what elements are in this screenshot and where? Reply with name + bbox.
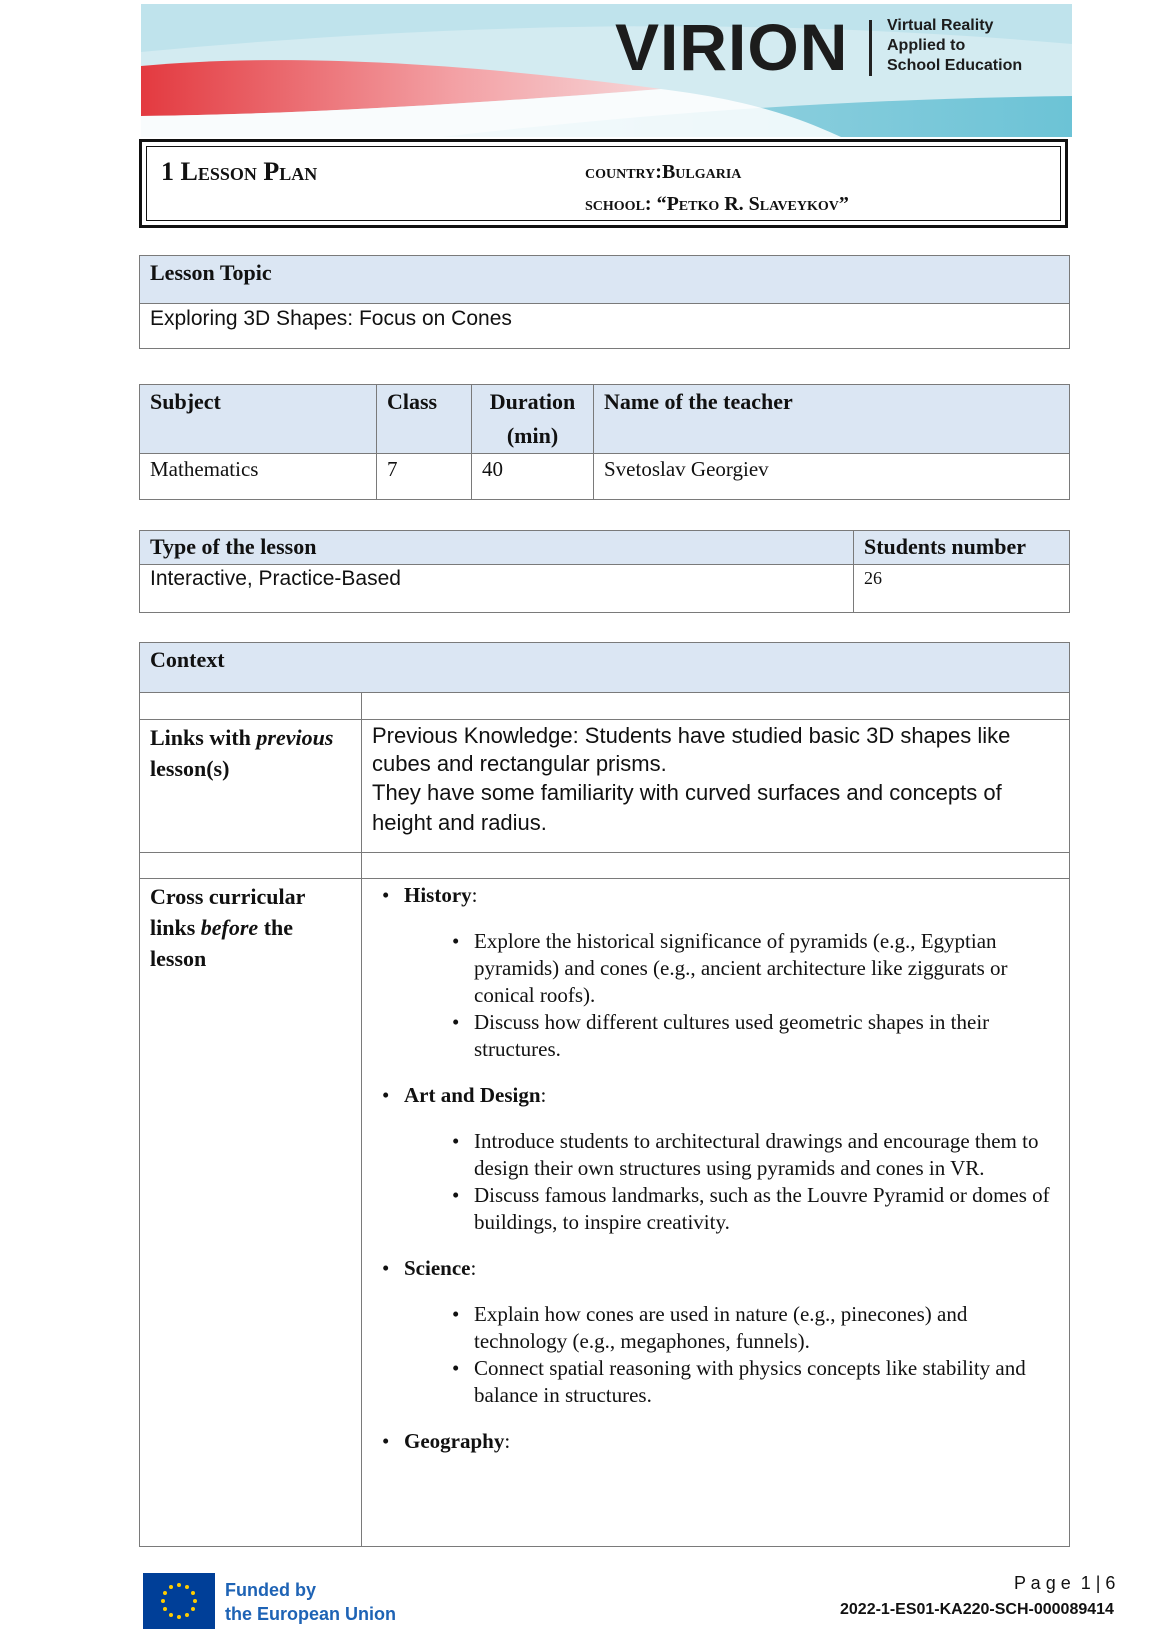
context-header: Context (140, 643, 1070, 693)
lesson-plan-heading: 1 Lesson Plan (161, 157, 318, 186)
familiarity-text: They have some familiarity with curved surfaces and concepts of height and radius. (372, 780, 1002, 835)
cross-label-part: Cross curricular links (150, 884, 305, 940)
virion-logo: VIRION (615, 10, 849, 84)
cross-curricular-label (140, 879, 362, 1547)
cross-curricular-list (372, 883, 1059, 1454)
teacher-header: Name of the teacher (594, 385, 1070, 454)
section-art-design: • Art and Design: • Introduce students to architectural drawings and encourage them to design their own structures using pyramids and cones in VR. • Discuss famous landmarks, such as the Louvre Pyramid or domes of buildings, to inspire creativity. (382, 1083, 1059, 1236)
class-header: Class (377, 385, 472, 454)
section-science: • Science: • Explain how cones are used in nature (e.g., pinecones) and technology (e.g., megaphones, funnels). • Connect spatial reasoning with physics concepts like stability and balance in structures. (382, 1256, 1059, 1409)
cross-curricular-content (362, 879, 1070, 1547)
lesson-topic-value: Exploring 3D Shapes: Focus on Cones (140, 304, 1070, 349)
context-table (139, 642, 1070, 1547)
list-item: • Introduce students to architectural drawings and encourage them to design their own structures using pyramids and cones in VR. (452, 1128, 1059, 1182)
cross-label-italic: before (200, 915, 259, 940)
logo-divider (869, 20, 872, 76)
section-items (404, 1128, 1059, 1236)
lesson-topic-label: Lesson Topic (140, 256, 1070, 304)
spacer-cell (362, 853, 1070, 879)
list-item: • Explore the historical significance of pyramids (e.g., Egyptian pyramids) and cones (e.g., ancient architecture like ziggurats or conical roofs). (452, 928, 1059, 1009)
cross-label-part: the lesson (150, 915, 294, 971)
page-number: P a g e 1 | 6 (1014, 1573, 1116, 1593)
eu-funding-text (225, 1578, 396, 1626)
section-items (404, 1301, 1059, 1409)
teacher-value: Svetoslav Georgiev (594, 454, 1070, 500)
links-previous-label (140, 720, 362, 853)
section-geography: • Geography: (382, 1429, 1059, 1454)
list-item: • Discuss how different cultures used geometric shapes in their structures. (452, 1009, 1059, 1063)
links-previous-text (362, 720, 1070, 853)
section-history: • History: • Explore the historical significance of pyramids (e.g., Egyptian pyramids) and cones (e.g., ancient architecture like ziggurats or conical roofs). • Discuss how different cultures used geometric shapes in their structures. (382, 883, 1059, 1063)
list-item: • Discuss famous landmarks, such as the Louvre Pyramid or domes of buildings, to inspire creativity. (452, 1182, 1059, 1236)
european-union-text: the European Union (225, 1604, 396, 1624)
links-label-part: lesson(s) (150, 756, 230, 781)
students-number-header: Students number (854, 531, 1070, 565)
students-number-value: 26 (854, 565, 1070, 613)
lesson-type-value: Interactive, Practice-Based (140, 565, 854, 613)
list-item: • Connect spatial reasoning with physics concepts like stability and balance in structures. (452, 1355, 1059, 1409)
logo-tagline (887, 16, 1022, 76)
subject-header: Subject (140, 385, 377, 454)
tagline-line-3: School Education (887, 57, 1023, 74)
lesson-info-table (139, 384, 1070, 500)
list-item: • Explain how cones are used in nature (e.g., pinecones) and technology (e.g., megaphones, funnels). (452, 1301, 1059, 1355)
section-items (404, 928, 1059, 1063)
spacer-cell (140, 853, 362, 879)
section-title: Science (404, 1256, 471, 1280)
links-label-part: Links with (150, 725, 257, 750)
subject-value: Mathematics (140, 454, 377, 500)
section-title: Art and Design (404, 1083, 541, 1107)
country-label: country:Bulgaria (585, 161, 742, 183)
project-code: 2022-1-ES01-KA220-SCH-000089414 (840, 1601, 1114, 1618)
spacer-cell (362, 693, 1070, 720)
duration-header: Duration (min) (472, 385, 594, 454)
links-label-italic: previous (256, 725, 334, 750)
duration-value: 40 (472, 454, 594, 500)
class-value: 7 (377, 454, 472, 500)
tagline-line-1: Virtual Reality (887, 17, 994, 34)
school-label: school: “Petko R. Slaveykov” (585, 193, 849, 215)
header-banner (141, 4, 1072, 137)
lesson-topic-table (139, 255, 1070, 349)
eu-flag-icon (143, 1573, 215, 1629)
lesson-type-table (139, 530, 1070, 613)
funded-by-text: Funded by (225, 1580, 316, 1600)
lesson-type-header: Type of the lesson (140, 531, 854, 565)
title-box (139, 139, 1068, 228)
spacer-cell (140, 693, 362, 720)
tagline-line-2: Applied to (887, 37, 966, 54)
section-title: Geography (404, 1429, 505, 1453)
section-title: History (404, 883, 472, 907)
previous-knowledge-text: Previous Knowledge: Students have studied basic 3D shapes like cubes and rectangular prisms. (372, 723, 1011, 776)
